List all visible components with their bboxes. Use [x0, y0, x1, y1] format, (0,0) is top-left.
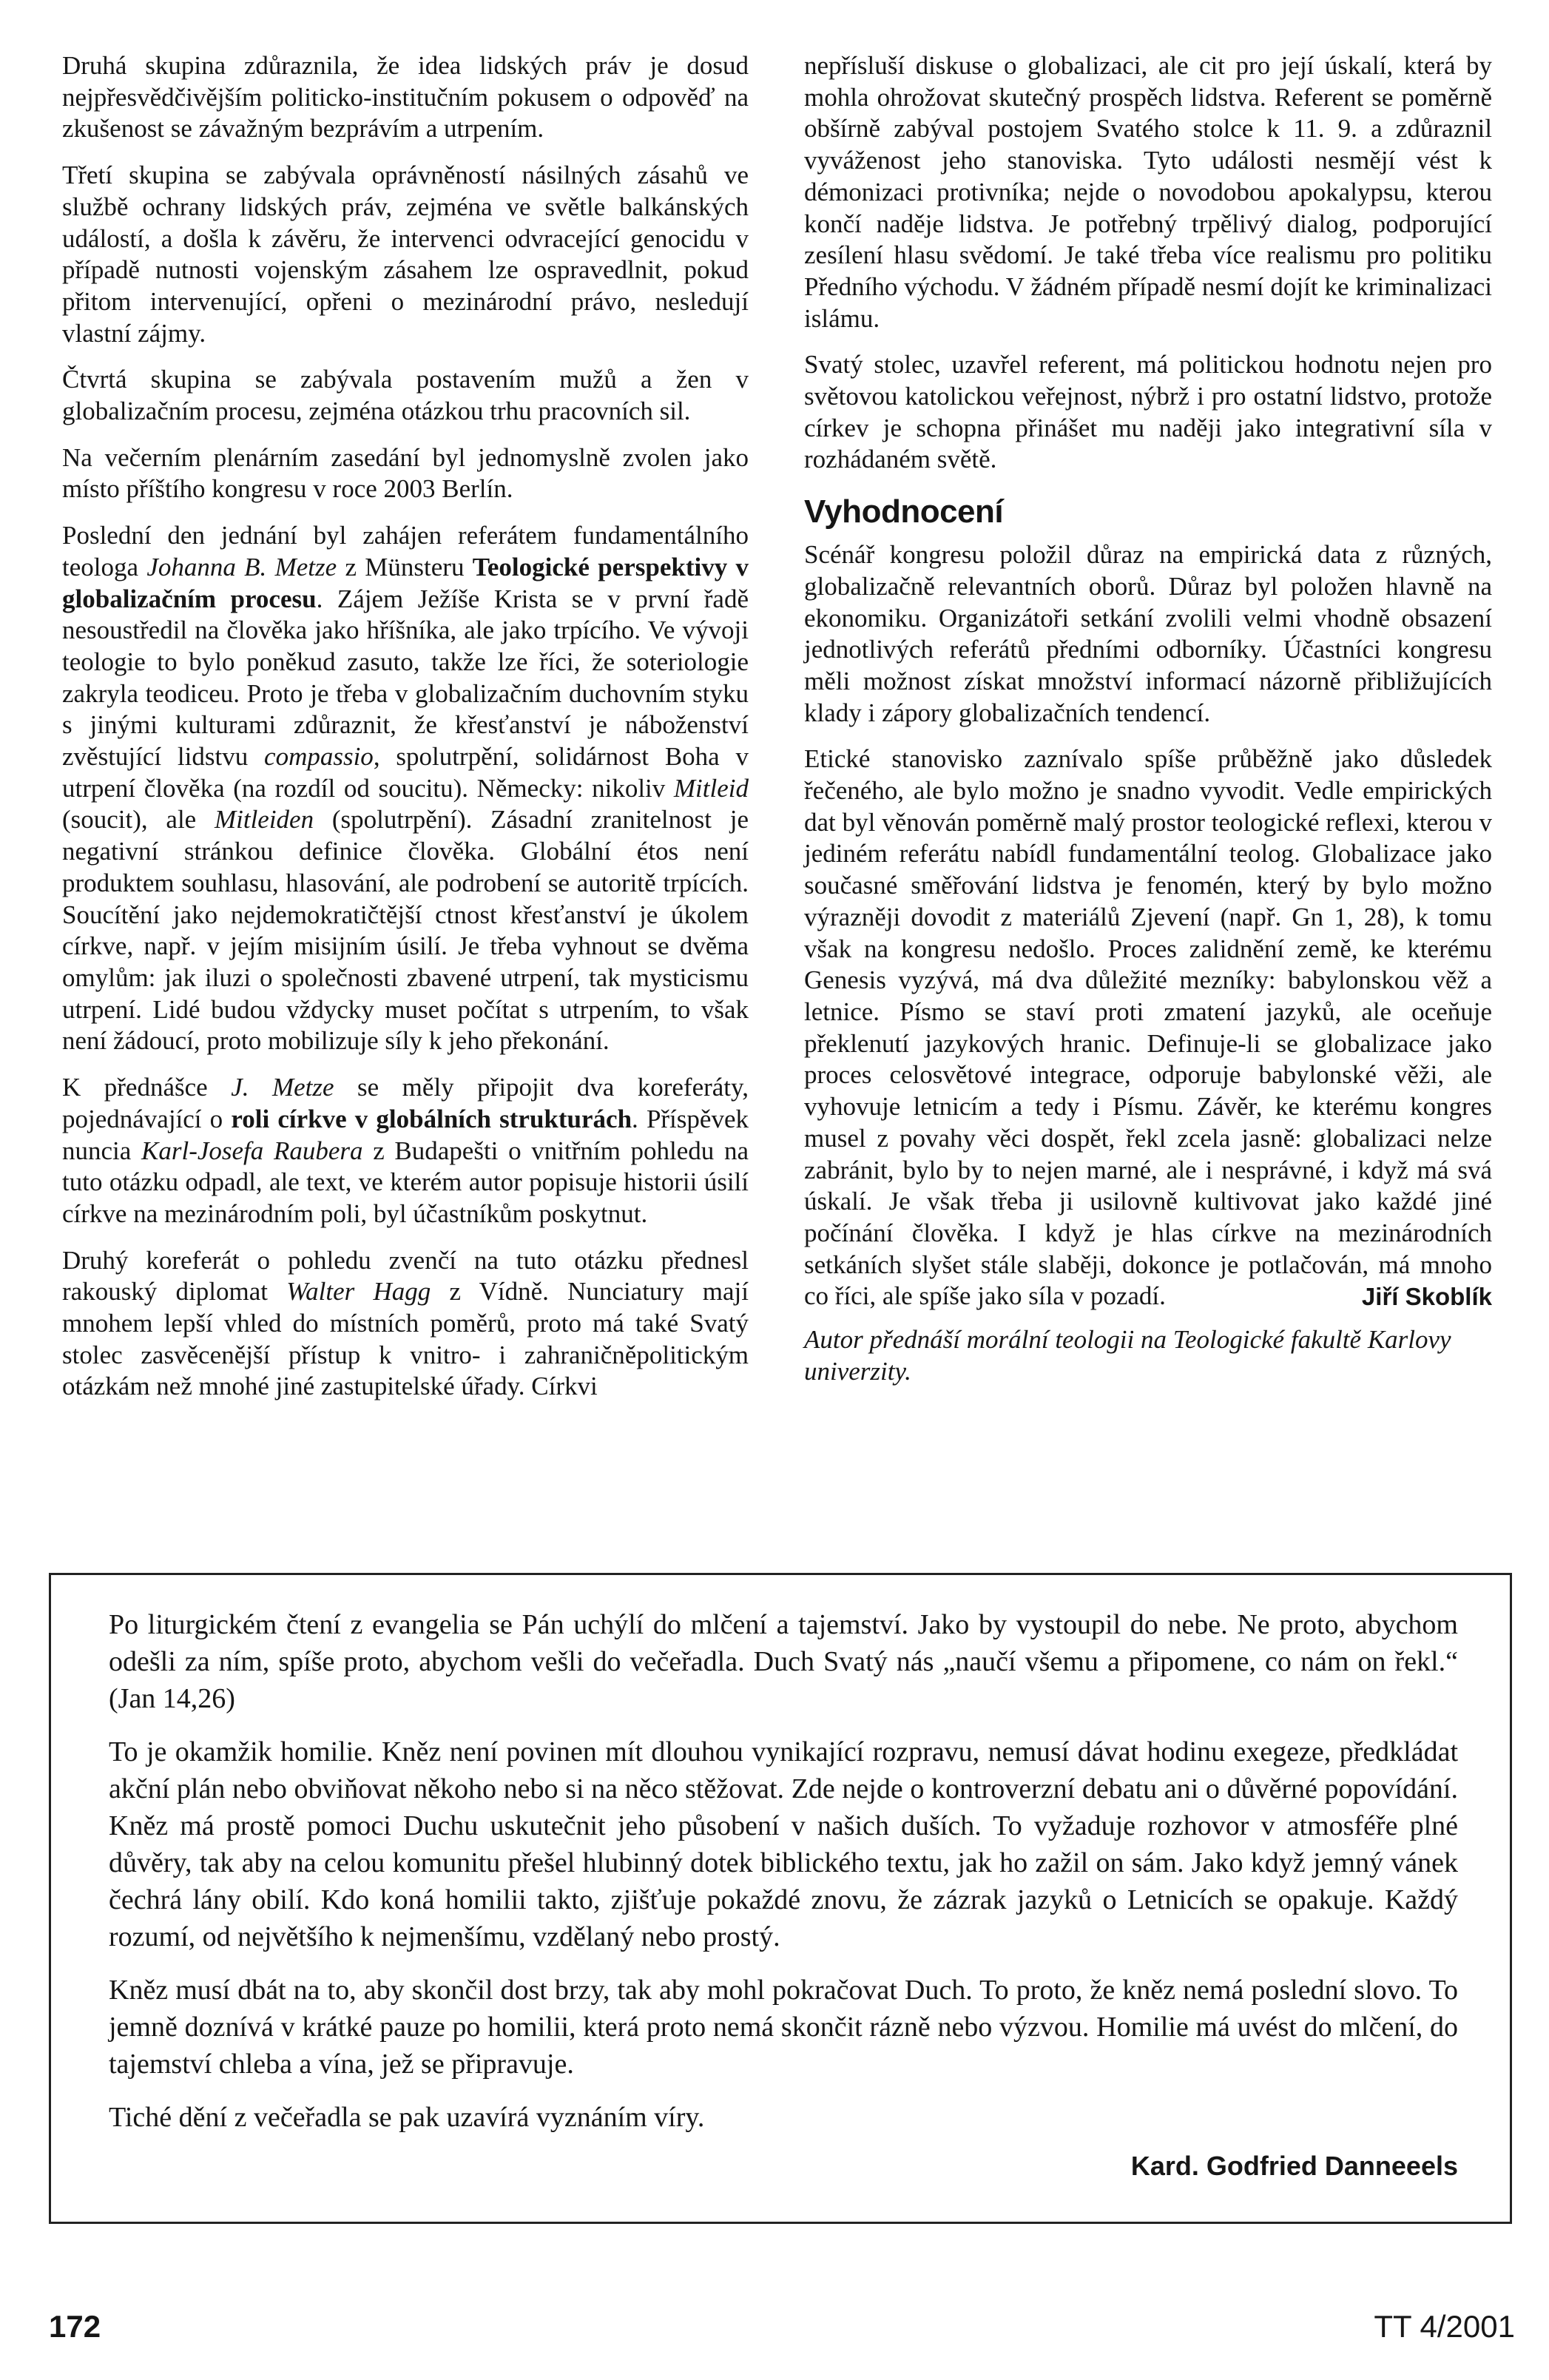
left-column	[62, 50, 749, 1417]
homily-box	[49, 1573, 1512, 2224]
text: z Budapešti o vnitřním pohledu na tuto otázku odpadl, ale text, ve kterém autor popisuje historii úsilí církve na mezinárodním poli, byl účastníkům poskytnut.	[62, 1136, 749, 1228]
german-term: Mitleiden	[214, 805, 314, 835]
box-paragraph: Po liturgickém čtení z evangelia se Pán uchýlí do mlčení a tajemství. Jako by vystoupil do nebe. Ne proto, abychom odešli za ním, spíše proto, abychom vešli do večeřadla. Duch Svatý nás „naučí všemu a připomene, co nám on řekl.“ (Jan 14,26)	[109, 1609, 1458, 1714]
paragraph: Scénář kongresu položil důraz na empirická data z různých, globalizačně relevantních oborů. Důraz byl položen hlavně na ekonomiku. Organizátoři setkání zvolili velmi vhodně obsazení jednotlivých referátů předními odborníky. Účastníci kongresu měli možnost získat množství informací názorně přibližujících klady i zápory globalizačních tendencí.	[804, 540, 1492, 727]
paragraph-coreferates	[62, 1072, 749, 1230]
paragraph: nepřísluší diskuse o globalizaci, ale cit pro její úskalí, která by mohla ohrožovat skutečný prospěch lidstva. Referent se poměrně obšírně zabýval postojem Svatého stolce k 11. 9. a zdůraznil vyváženost jeho stanoviska. Tyto události nesmějí vést k démonizaci protivníka; nejde o novodobou apokalypsu, kterou končí naděje lidstva. Je potřebný trpělivý dialog, podporující zesílení hlasu svědomí. Je také třeba více realismu pro politiku Předního východu. V žádném případě nesmí dojít ke kriminalizaci islámu.	[804, 51, 1492, 333]
person-name: Johanna B. Metze	[146, 552, 337, 581]
text: . Zájem Ježíše Krista se v první řadě nesoustředil na člověka jako hříšníka, ale jako trpícího. Ve vývoji teologie to bylo poněkud zasuto, takže lze říci, že soteriologie zakryla teodiceu. Proto je třeba v globalizačním duchovním styku s jinými kulturami zdůraznit, že křesťanství je náboženství zvěstující lidstvu	[62, 584, 749, 772]
text: Druhý koreferát o pohledu zvenčí na tuto otázku přednesl rakouský diplomat	[62, 1245, 749, 1307]
text: z Vídně. Nunciatury mají mnohem lepší vhled do místních poměrů, proto má také Svatý stolec zasvěcenější přístup k vnitro- i zahraničněpolitickým otázkám než mnohé jiné zastupitelské úřady. Církvi	[62, 1277, 749, 1401]
paragraph: Svatý stolec, uzavřel referent, má politickou hodnotu nejen pro světovou katolickou veřejnost, nýbrž i pro ostatní lidstvo, protože církev je schopna přinášet mu naději jako integrativní síla v rozhádaném světě.	[804, 350, 1492, 474]
author-note: Autor přednáší morální teologii na Teologické fakultě Karlovy univerzity.	[804, 1325, 1451, 1386]
box-paragraph: Kněz musí dbát na to, aby skončil dost brzy, tak aby mohl pokračovat Duch. To proto, že kněz nemá poslední slovo. To jemně doznívá v krátké pauze po homilii, která proto nemá skončit rázně nebo výzvou. Homilie má uvést do mlčení, do tajemství chleba a vína, jež se připravuje.	[109, 1975, 1458, 2080]
box-signature: Kard. Godfried Danneeels	[1130, 2151, 1458, 2181]
paragraph: Třetí skupina se zabývala oprávněností násilných zásahů ve službě ochrany lidských práv, zejména ve světle balkánských událostí, a došla k závěru, že intervenci odvracející genocidu v případě nutnosti vojenským zásahem lze ospravedlnit, pokud přitom intervenující, opřeni o mezinárodní právo, nesledují vlastní zájmy.	[62, 161, 749, 348]
text: z Münsteru	[337, 552, 473, 581]
text: Poslední den jednání byl zahájen referátem fundamentálního teologa	[62, 521, 749, 581]
issue-label: TT 4/2001	[1374, 2309, 1515, 2344]
section-heading: Vyhodnocení	[804, 493, 1004, 530]
text: (spolutrpění). Zásadní zranitelnost je negativní stránkou definice člověka. Globální étos není produktem souhlasu, hlasování, ale podrobení se autoritě trpících. Soucítění jako nejdemokratičtější ctnost křesťanství je úkolem církve, např. v jejím misijním úsilí. Je třeba vyhnout se dvěma omylům: jak iluzi o společnosti zbavené utrpení, tak mysticismu utrpení. Lidé budou vždycky muset počítat s utrpením, to však není žádoucí, proto mobilizuje síly k jeho překonání.	[62, 805, 749, 1056]
paragraph-hagg	[62, 1245, 749, 1403]
text: , spolutrpění, solidárnost Boha v utrpení člověka (na rozdíl od soucitu). Německy: nikoliv	[62, 742, 749, 803]
paragraph: Čtvrtá skupina se zabývala postavením mužů a žen v globalizačním procesu, zejména otázkou trhu pracovních sil.	[62, 365, 749, 426]
box-paragraph: To je okamžik homilie. Kněz není povinen mít dlouhou vynikající rozpravu, nemusí dávat hodinu exegeze, předkládat akční plán nebo obviňovat někoho nebo si na něco stěžovat. Zde nejde o kontroverzní debatu ani o důvěrné popovídání. Kněz má prostě pomoci Duchu uskutečnit jeho působení v našich duších. To vyžaduje rozhovor v atmosféře plné důvěry, tak aby na celou komunitu přešel hlubinný dotek biblického textu, jak ho zažil on sám. Jako když jemný vánek čechrá lány obilí. Kdo koná homilii takto, zjišťuje pokaždé znovu, že zázrak jazyků o Letnicích se opakuje. Každý rozumí, od největšího k nejmenšímu, vzdělaný nebo prostý.	[109, 1736, 1458, 1952]
person-name: J. Metze	[231, 1073, 334, 1102]
box-paragraph: Tiché dění z večeřadla se pak uzavírá vyznáním víry.	[109, 2102, 705, 2133]
right-column	[804, 50, 1492, 1387]
topic-title: roli církve v globálních strukturách	[231, 1104, 632, 1133]
text: se měly připojit dva koreferáty, pojednávající o	[62, 1073, 749, 1133]
person-name: Walter Hagg	[286, 1277, 431, 1307]
latin-term: compassio	[264, 742, 374, 772]
paragraph: Druhá skupina zdůraznila, že idea lidských práv je dosud nejpřesvědčivějším politicko-institučním pokusem o odpověď na zkušenost se závažným bezprávím a utrpením.	[62, 51, 749, 144]
text: . Příspěvek nuncia	[62, 1104, 749, 1165]
paragraph-metz-lecture	[62, 520, 749, 1057]
paragraph: Na večerním plenárním zasedání byl jednomyslně zvolen jako místo příštího kongresu v roce 2003 Berlín.	[62, 442, 749, 504]
paragraph: Etické stanovisko zaznívalo spíše průběžně jako důsledek řečeného, ale bylo možno je snadno vyvodit. Vedle empirických dat byl věnován poměrně malý prostor teologické reflexi, kterou v jediném referátu nabídl fundamentální teolog. Globalizace jako současné směřování lidstva je fenomén, který by bylo možno výrazněji dovodit z materiálů Zjevení (např. Gn 1, 28), k tomu však na kongresu nedošlo. Proces zalidnění země, ke kterému Genesis vyzývá, má dva důležité mezníky: babylonskou věž a letnice. Písmo se staví proti zmatení jazyků, ale oceňuje překlenutí jazykových hranic. Definuje-li se globalizace jako proces celosvětové integrace, odporuje babylonské věži, ale vyhovuje letnicím a tedy i Písmu. Závěr, ke kterému kongres musel z povahy věci dospět, řekl zcela jasně: globalizaci nelze zabránit, bylo by to nejen marné, ale i nesprávné, i když má svá úskalí. Je však třeba ji usilovně kultivovat jako každé jiné počínání člověka. I když je hlas církve na mezinárodních setkáních slyšet stále slaběji, dokonce je potlačován, má mnoho co říci, ale spíše jako síla v pozadí.	[804, 744, 1492, 1311]
german-term: Mitleid	[673, 773, 749, 803]
text: (soucit), ale	[62, 805, 215, 835]
text: K přednášce	[62, 1073, 232, 1102]
author-signature: Jiří Skoblík	[1361, 1283, 1492, 1311]
lecture-title: Teologické perspektivy v globalizačním procesu	[62, 552, 749, 613]
page-number: 172	[49, 2309, 101, 2344]
person-name: Karl-Josefa Raubera	[141, 1136, 363, 1165]
